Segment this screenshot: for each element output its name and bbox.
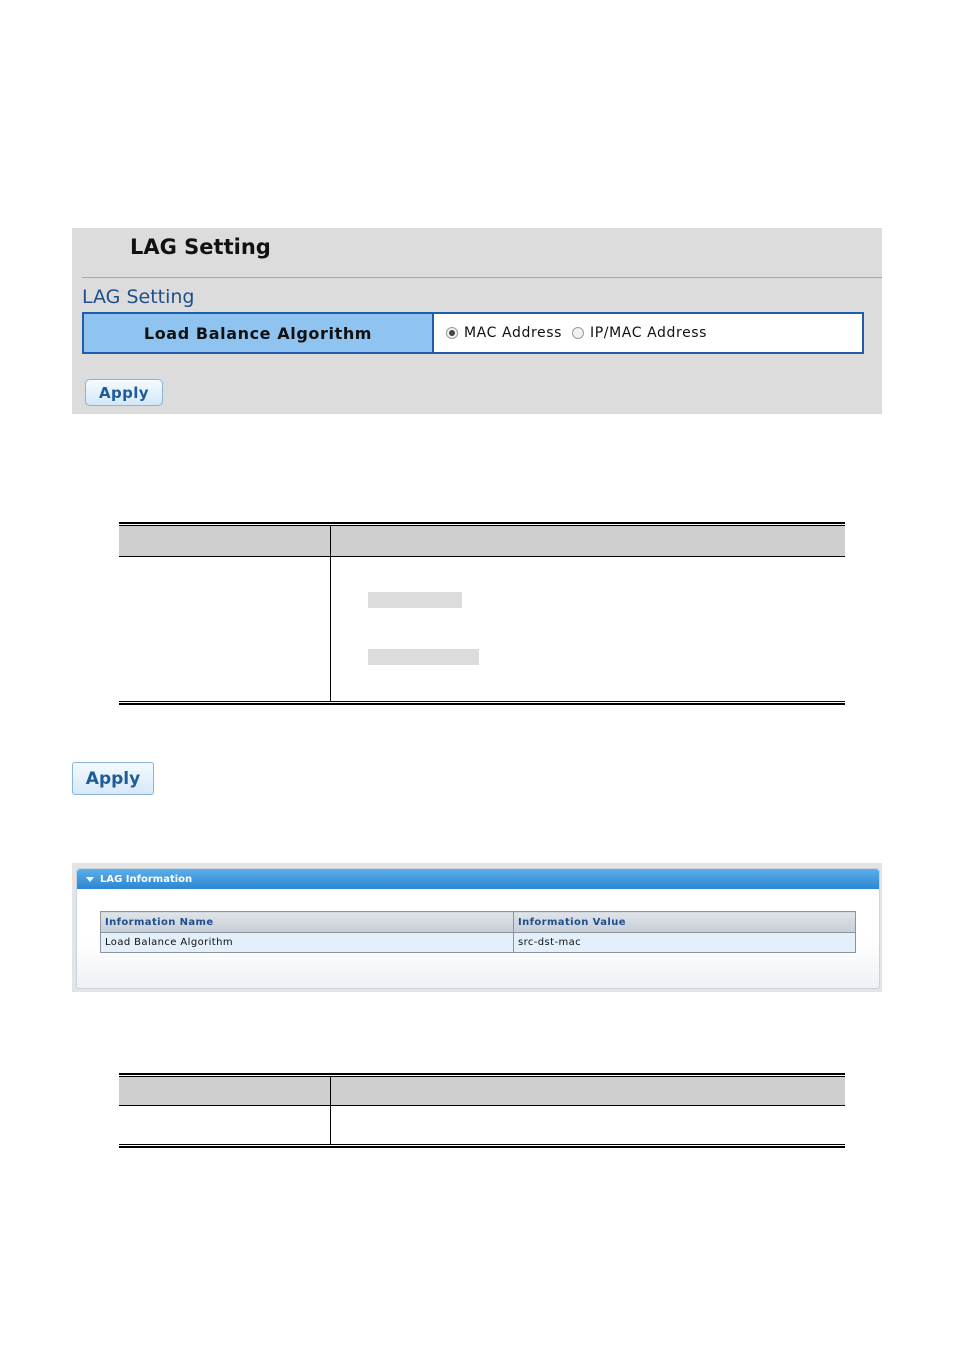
column-header-information-value: Information Value [514, 912, 856, 933]
table-header-row [119, 526, 845, 556]
ip-mac-address-radio[interactable] [572, 327, 584, 339]
lag-information-title: LAG Information [100, 873, 193, 885]
load-balance-options [434, 314, 862, 352]
lag-information-header[interactable] [77, 869, 879, 889]
redacted-label [368, 649, 479, 665]
lag-information-panel [72, 863, 882, 992]
table-header-divider [119, 1105, 845, 1106]
mac-address-radio[interactable] [446, 327, 458, 339]
page-heading: LAG Setting [130, 235, 271, 259]
redacted-label [368, 592, 462, 608]
setting-description-table [119, 522, 845, 706]
lag-information-box [76, 868, 880, 989]
table-column-divider [330, 526, 331, 702]
table-bottom-border [119, 1144, 845, 1148]
table-bottom-border [119, 701, 845, 705]
section-title: LAG Setting [82, 286, 195, 308]
collapse-arrow-icon[interactable] [86, 877, 94, 882]
information-description-table [119, 1073, 845, 1149]
heading-divider [82, 277, 882, 278]
information-value-cell: src-dst-mac [514, 933, 856, 953]
table-row [101, 933, 856, 953]
table-header-row [119, 1077, 845, 1105]
column-header-information-name: Information Name [101, 912, 514, 933]
apply-button[interactable]: Apply [72, 762, 154, 795]
mac-address-option-label[interactable]: MAC Address [464, 325, 562, 341]
ip-mac-address-option-label[interactable]: IP/MAC Address [590, 325, 708, 341]
load-balance-label: Load Balance Algorithm [84, 314, 434, 352]
load-balance-row [82, 312, 864, 354]
panel-apply-button[interactable]: Apply [85, 379, 163, 406]
table-column-divider [330, 1077, 331, 1145]
table-header-divider [119, 556, 845, 557]
lag-setting-panel [72, 228, 882, 414]
table-header-row [101, 912, 856, 933]
information-name-cell: Load Balance Algorithm [101, 933, 514, 953]
lag-information-table [100, 911, 856, 953]
